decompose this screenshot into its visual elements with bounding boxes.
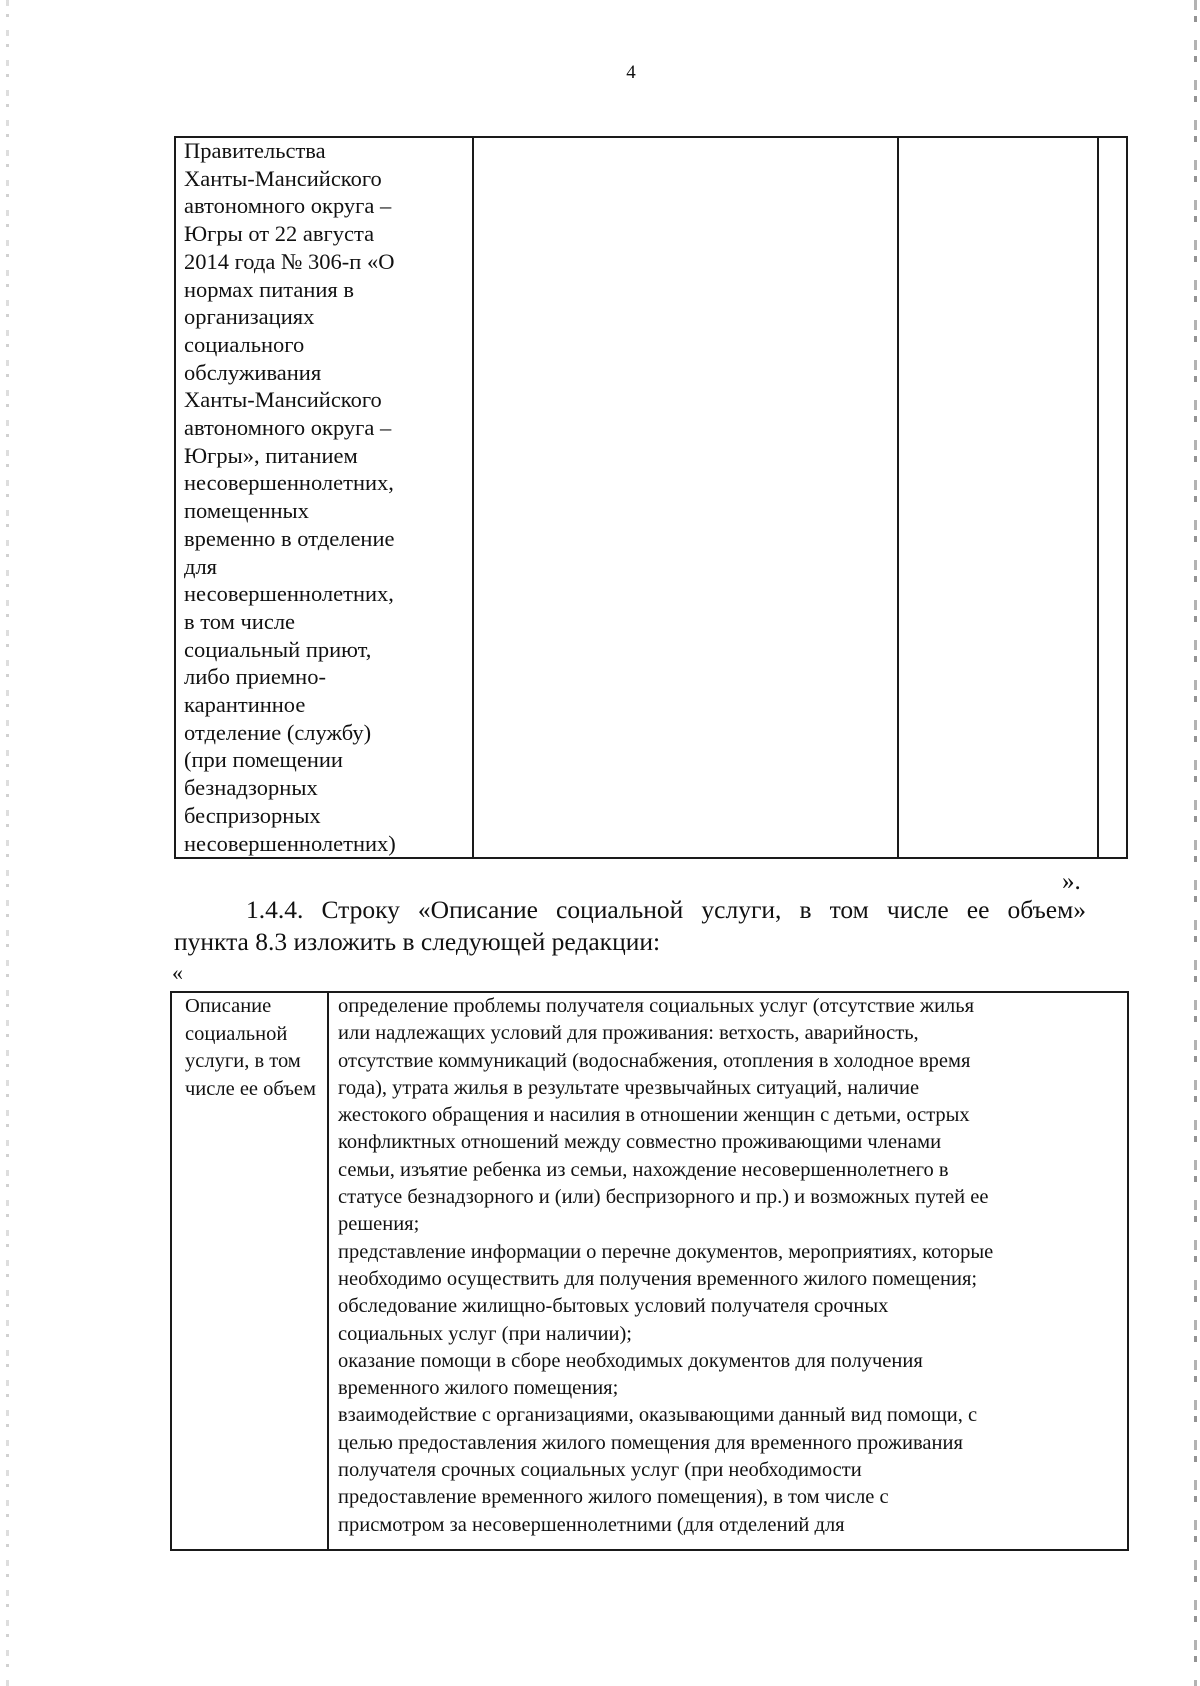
description-line: необходимо осуществить для получения временного жилого помещения; <box>338 1267 978 1290</box>
table-cell-text: Правительства Ханты-Мансийского автономного округа – Югры от 22 августа 2014 года № 306-п «О нормах питания в организациях социального обслуживания Ханты-Мансийского автономного округа – Югры», питанием несовершеннолетних, помещенных временно в отделение для несовершеннолетних, в том числе социальный приют, либо приемно- карантинное отделение (службу) (при помещении безнадзорных беспризорных несовершеннолетних) <box>184 138 396 856</box>
description-line: определение проблемы получателя социальных услуг (отсутствие жилья <box>338 995 975 1017</box>
description-line: целью предоставления жилого помещения для временного проживания <box>338 1431 963 1454</box>
table-cell-col-4 <box>1099 138 1200 857</box>
description-line: присмотром за несовершеннолетними (для отделений для <box>338 1513 845 1536</box>
closing-quote: ». <box>1062 868 1081 895</box>
description-line: обследование жилищно-бытовых условий получателя срочных <box>338 1295 889 1318</box>
description-line: или надлежащих условий для проживания: ветхость, аварийность, <box>338 1022 919 1045</box>
page-number: 4 <box>626 62 636 83</box>
description-line: семьи, изъятие ребенка из семьи, нахождение несовершеннолетнего в <box>338 1158 949 1181</box>
description-line: решения; <box>338 1213 420 1236</box>
table-cell-col-2 <box>474 138 899 857</box>
description-line: социальных услуг (при наличии); <box>338 1322 632 1345</box>
amendment-paragraph <box>174 894 1086 958</box>
scan-edge-left <box>6 0 9 1686</box>
paragraph-line-2: пункта 8.3 изложить в следующей редакции: <box>174 927 661 956</box>
description-line: взаимодействие с организациями, оказывающими данный вид помощи, с <box>338 1404 978 1427</box>
description-line: предоставление временного жилого помещения), в том числе с <box>338 1486 889 1509</box>
description-line: отсутствие коммуникаций (водоснабжения, отопления в холодное время <box>338 1049 971 1072</box>
description-line: представление информации о перечне документов, мероприятиях, которые <box>338 1240 994 1263</box>
table-label-text: Описание социальной услуги, в том числе ее объем <box>185 995 316 1100</box>
description-line: жестокого обращения и насилия в отношении женщин с детьми, острых <box>338 1104 970 1127</box>
description-line: года), утрата жилья в результате чрезвычайных ситуаций, наличие <box>338 1076 920 1099</box>
description-line: конфликтных отношений между совместно проживающими членами <box>338 1131 942 1154</box>
description-line: временного жилого помещения; <box>338 1377 619 1400</box>
opening-quote: « <box>172 960 183 985</box>
description-line: статусе безнадзорного и (или) беспризорного и пр.) и возможных путей ее <box>338 1186 989 1209</box>
description-line: получателя срочных социальных услуг (при необходимости <box>338 1459 862 1482</box>
paragraph-line-1: 1.4.4. Строку «Описание социальной услуги, в том числе ее объем» <box>246 895 1086 924</box>
table-cell-col-3 <box>899 138 1099 857</box>
table-description-cell <box>338 993 1128 1539</box>
description-line: оказание помощи в сборе необходимых документов для получения <box>338 1349 923 1372</box>
